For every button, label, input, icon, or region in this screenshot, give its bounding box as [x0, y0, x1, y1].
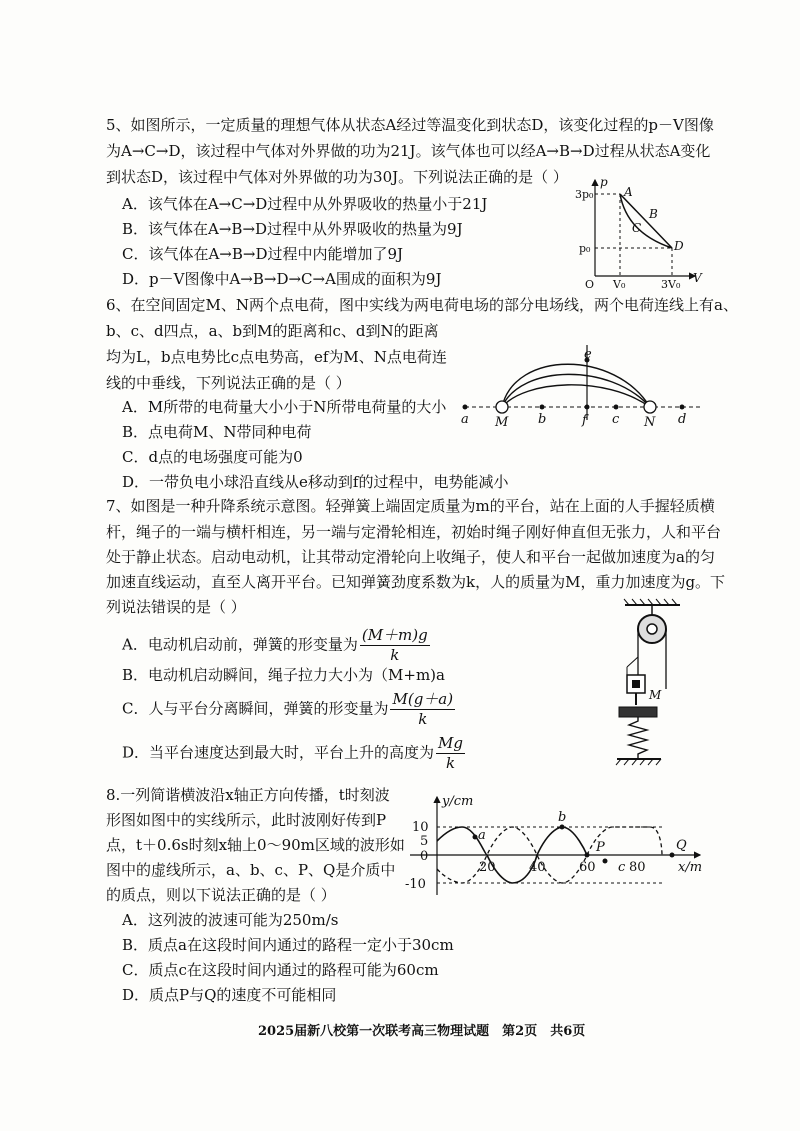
q7-option-d-num: Mg: [438, 734, 463, 752]
q6-label-a: a: [461, 412, 469, 427]
q7-option-c-den: k: [418, 709, 428, 728]
q7-option-d: [122, 734, 465, 773]
q5-label-d: D: [674, 239, 684, 253]
q6-field-diagram: [460, 340, 710, 430]
q7-option-c-fraction: [390, 690, 455, 729]
q8-ytick-10: 10: [412, 820, 429, 835]
q7-option-a-text: A．电动机启动前，弹簧的形变量为: [122, 635, 358, 654]
q8-label-q: Q: [676, 838, 687, 853]
q6-label-f: f: [582, 413, 587, 428]
q5-option-d: D．p－V图像中A→B→D→C→A围成的面积为9J: [122, 270, 442, 288]
q7-line-5: 列说法错误的是（ ）: [106, 598, 246, 616]
q7-option-a: [122, 626, 430, 665]
q7-line-1: 7、如图是一种升降系统示意图。轻弹簧上端固定质量为m的平台，站在上面的人手握轻质横: [106, 497, 715, 515]
q5-label-a: A: [624, 185, 633, 199]
q8-label-b: b: [558, 810, 567, 825]
q7-option-d-text: D．当平台速度达到最大时，平台上升的高度为: [122, 743, 435, 762]
q8-line-5: 的质点，则以下说法正确的是（ ）: [106, 886, 336, 904]
q5-label-b: B: [649, 207, 658, 221]
q7-lift-diagram: [605, 597, 695, 772]
q8-label-c: c: [618, 860, 626, 875]
q6-label-b: b: [538, 412, 547, 427]
page-footer: 2025届新八校第一次联考高三物理试题 第2页 共6页: [258, 1024, 586, 1039]
q5-label-p0: p₀: [579, 242, 591, 255]
q7-option-a-num: (M＋m)g: [361, 626, 428, 644]
q6-label-m: M: [495, 415, 509, 430]
q6-line-2: b、c、d四点，a、b到M的距离和c、d到N的距离: [106, 322, 439, 340]
q8-wave-diagram: [400, 795, 710, 905]
q6-label-e: e: [584, 347, 592, 362]
q6-label-d: d: [678, 412, 687, 427]
q8-xlabel: x/m: [678, 860, 703, 875]
q6-option-c: C．d点的电场强度可能为0: [122, 448, 303, 466]
q7-line-2: 杆，绳子的一端与横杆相连，另一端与定滑轮相连，初始时绳子刚好伸直但无张力，人和平台: [106, 523, 722, 541]
q8-option-d: D．质点P与Q的速度不可能相同: [122, 986, 337, 1004]
q6-option-a: A．M所带的电荷量大小小于N所带电荷量的大小: [122, 398, 447, 416]
q5-label-c: C: [632, 221, 642, 235]
q5-line-3: 到状态D，该过程中气体对外界做的功为30J。下列说法正确的是（ ）: [106, 168, 568, 186]
q5-option-b: B．该气体在A→B→D过程中从外界吸收的热量为9J: [122, 220, 463, 238]
q8-label-a: a: [478, 828, 486, 843]
q5-label-p: p: [600, 175, 608, 189]
q7-option-b: B．电动机启动瞬间，绳子拉力大小为（M+m)a: [122, 666, 445, 684]
q8-xtick-60: 60: [579, 860, 596, 875]
q5-label-3p0: 3p₀: [575, 188, 594, 201]
q8-xtick-80: 80: [629, 860, 646, 875]
q8-ytick-neg10: -10: [405, 877, 426, 892]
q8-ytick-0: 0: [420, 849, 429, 864]
q6-label-n: N: [644, 415, 656, 430]
q7-option-d-fraction: [436, 734, 465, 773]
q5-option-c: C．该气体在A→B→D过程中内能增加了9J: [122, 245, 404, 263]
q8-line-2: 形图如图中的实线所示，此时波刚好传到P: [106, 811, 387, 829]
q7-option-c: [122, 690, 455, 729]
q7-option-c-num: M(g＋a): [392, 690, 454, 708]
q7-option-c-text: C．人与平台分离瞬间，弹簧的形变量为: [122, 699, 389, 718]
q8-ylabel: y/cm: [442, 794, 474, 809]
q5-label-o: O: [585, 278, 595, 291]
q6-option-b: B．点电荷M、N带同种电荷: [122, 423, 312, 441]
q8-label-p: P: [596, 840, 605, 855]
q7-option-d-den: k: [445, 753, 456, 772]
q6-line-4: 线的中垂线，下列说法正确的是（ ）: [106, 374, 351, 392]
q8-option-c: C．质点c在这段时间内通过的路程可能为60cm: [122, 961, 439, 979]
q5-label-3v0: 3V₀: [661, 278, 681, 291]
q5-line-2: 为A→C→D，该过程中气体对外界做的功为21J。该气体也可以经A→B→D过程从状态A变化: [106, 142, 711, 160]
q6-label-c: c: [612, 412, 620, 427]
q8-ytick-5: 5: [420, 834, 429, 849]
q8-option-b: B．质点a在这段时间内通过的路程一定小于30cm: [122, 936, 454, 954]
q7-option-a-fraction: [360, 626, 430, 665]
q8-option-a: A．这列波的波速可能为250m/s: [122, 911, 339, 929]
q6-option-d: D．一带负电小球沿直线从e移动到f的过程中，电势能减小: [122, 473, 509, 491]
q5-line-1: 5、如图所示，一定质量的理想气体从状态A经过等温变化到状态D，该变化过程的p－V图像: [106, 116, 714, 134]
q8-xtick-20: 20: [479, 860, 496, 875]
q7-line-4: 加速直线运动，直至人离开平台。已知弹簧劲度系数为k，人的质量为M，重力加速度为g。下: [106, 573, 726, 591]
q8-xtick-40: 40: [529, 860, 546, 875]
q6-line-1: 6、在空间固定M、N两个点电荷，图中实线为两电荷电场的部分电场线，两个电荷连线上有a、: [106, 296, 738, 314]
q7-option-a-den: k: [390, 645, 400, 664]
q8-line-1: 8.一列简谐横波沿x轴正方向传播，t时刻波: [106, 786, 390, 804]
q5-label-v: V: [693, 271, 702, 285]
q8-line-3: 点，t＋0.6s时刻x轴上0～90m区域的波形如: [106, 836, 405, 854]
q8-line-4: 图中的虚线所示，a、b、c、P、Q是介质中: [106, 861, 396, 879]
q6-line-3: 均为L，b点电势比c点电势高，ef为M、N点电荷连: [106, 348, 447, 366]
q5-label-v0: V₀: [613, 278, 626, 291]
q7-line-3: 处于静止状态。启动电动机，让其带动定滑轮向上收绳子，使人和平台一起做加速度为a的匀: [106, 548, 715, 566]
q5-pv-diagram: [575, 175, 705, 291]
q7-label-m: M: [649, 688, 662, 702]
q5-option-a: A．该气体在A→C→D过程中从外界吸收的热量小于21J: [122, 195, 488, 213]
